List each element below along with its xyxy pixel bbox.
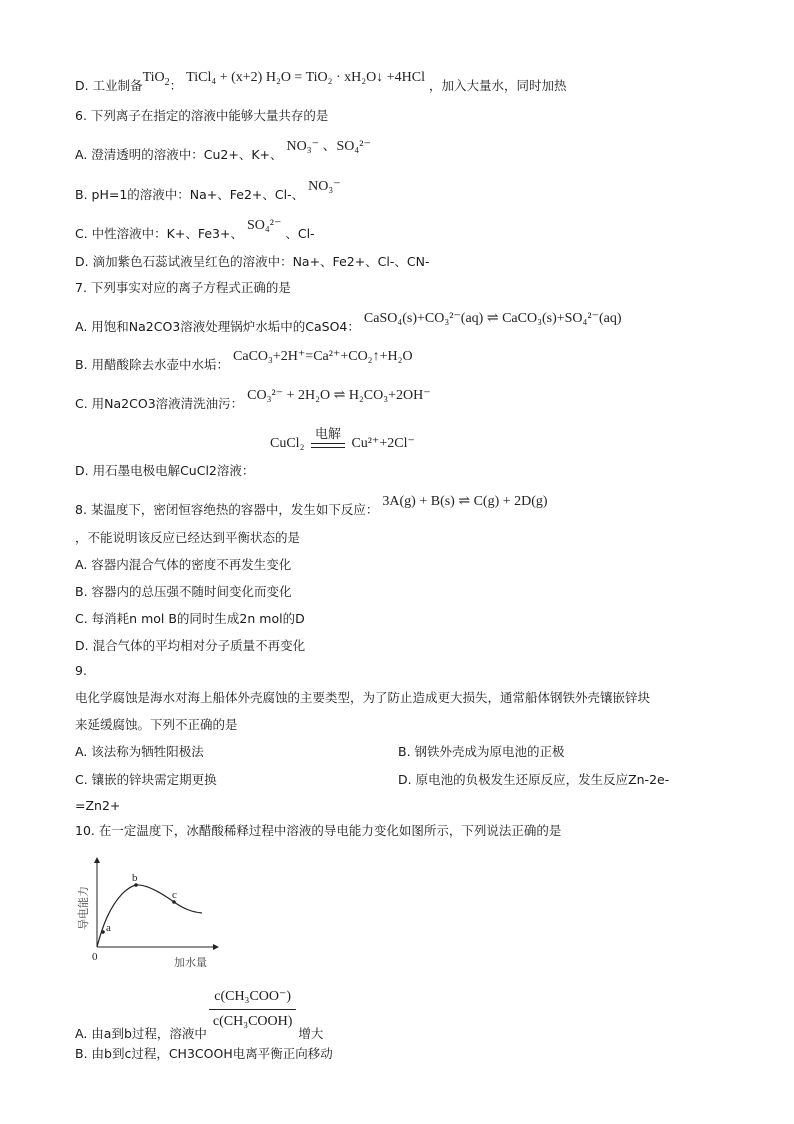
q7-d-eq-condition: 电解 — [314, 427, 341, 442]
q6-option-c — [75, 218, 315, 243]
q7-d-electrolysis-arrow — [311, 428, 345, 452]
x-axis-label: 加水量 — [174, 956, 207, 969]
point-a-label: a — [106, 922, 111, 934]
q10-a-denominator: c(CH₃COOH) — [212, 1014, 293, 1029]
q8-option-d: D. 混合气体的平均相对分子质量不再变化 — [75, 638, 306, 653]
q6-c-text: C. 中性溶液中：K+、Fe3+、 — [75, 226, 243, 241]
q8-stem-continued: ，不能说明该反应已经达到平衡状态的是 — [75, 530, 301, 545]
q7-stem: 7. 下列事实对应的离子方程式正确的是 — [75, 280, 291, 295]
q6-b-ions: NO₃⁻ — [308, 179, 341, 194]
q6-option-a — [75, 139, 375, 164]
q10-option-b: B. 由b到c过程，CH3COOH电离平衡正向移动 — [75, 1046, 333, 1061]
q10-stem: 10. 在一定温度下，冰醋酸稀释过程中溶液的导电能力变化如图所示，下列说法正确的是 — [75, 823, 562, 838]
q7-b-text: B. 用醋酸除去水壶中水垢： — [75, 357, 230, 372]
q8-stem-text: 8. 某温度下，密闭恒容绝热的容器中，发生如下反应： — [75, 502, 379, 517]
q7-c-equation: CO₃²⁻ + 2H₂O ⇌ H₂CO₃+2OH⁻ — [247, 388, 431, 403]
q7-option-b — [75, 349, 417, 374]
q5-d-prefix: D. 工业制备 — [75, 78, 143, 93]
point-b-label: b — [132, 872, 138, 884]
q8-stem — [75, 494, 552, 519]
q7-a-equation: CaSO₄(s)+CO₃²⁻(aq) ⇌ CaCO₃(s)+SO₄²⁻(aq) — [363, 311, 622, 326]
q9-stem-line2: 来延缓腐蚀。下列不正确的是 — [75, 717, 238, 732]
q6-c-tail: 、Cl- — [285, 226, 315, 241]
q7-d-eq-left: CuCl₂ — [270, 436, 305, 451]
point-a — [101, 930, 105, 934]
conductivity-chart — [70, 852, 230, 974]
q7-c-text: C. 用Na2CO3溶液清洗油污： — [75, 396, 244, 411]
q5-d-colon: ： — [169, 78, 183, 93]
q6-a-text: A. 澄清透明的溶液中：Cu2+、K+、 — [75, 147, 283, 162]
q9-number: 9. — [75, 663, 87, 678]
q5-d-equation: TiCl₄ + (x+2) H₂O = TiO₂ · xH₂O↓ +4HCl — [186, 70, 426, 85]
q9-option-d-continued: =Zn2+ — [75, 798, 121, 813]
q9-stem-line1: 电化学腐蚀是海水对海上船体外壳腐蚀的主要类型，为了防止造成更大损失，通常船体钢铁外壳镶嵌锌块 — [75, 690, 651, 705]
q9-option-d: D. 原电池的负极发生还原反应，发生反应Zn-2e- — [398, 772, 670, 787]
q5-d-tio2: TiO$_2$ — [142, 70, 170, 88]
q5-option-d — [75, 70, 567, 100]
q6-a-ions: NO₃⁻ 、SO₄²⁻ — [286, 139, 371, 154]
q7-option-d: D. 用石墨电极电解CuCl2溶液： — [75, 463, 255, 478]
q7-d-equation — [270, 428, 415, 452]
q9-option-b: B. 钢铁外壳成为原电池的正极 — [398, 744, 565, 759]
q10-a-tail: 增大 — [298, 1026, 324, 1041]
q6-option-b — [75, 179, 345, 204]
q9-option-a: A. 该法称为牺牲阳极法 — [75, 744, 204, 759]
q8-equation: 3A(g) + B(s) ⇌ C(g) + 2D(g) — [382, 494, 548, 509]
q7-d-eq-right: Cu²⁺+2Cl⁻ — [351, 436, 415, 451]
q5-d-suffix: ，加入大量水，同时加热 — [429, 78, 567, 93]
q7-a-text: A. 用饱和Na2CO3溶液处理锅炉水垢中的CaSO4： — [75, 319, 360, 334]
q9-option-c: C. 镶嵌的锌块需定期更换 — [75, 772, 217, 787]
q10-option-a — [75, 987, 324, 1041]
q7-option-c — [75, 388, 435, 413]
q7-option-a — [75, 311, 626, 336]
q7-b-equation: CaCO₃+2H⁺=Ca²⁺+CO₂↑+H₂O — [233, 349, 413, 364]
q8-option-b: B. 容器内的总压强不随时间变化而变化 — [75, 584, 292, 599]
q10-a-numerator: c(CH₃COO⁻) — [209, 987, 297, 1010]
point-c-label: c — [172, 889, 177, 901]
conductivity-curve — [97, 885, 202, 947]
q8-option-c: C. 每消耗n mol B的同时生成2n mol的D — [75, 611, 305, 626]
y-axis-label: 导电能力 — [77, 886, 90, 930]
q8-option-a: A. 容器内混合气体的密度不再发生变化 — [75, 557, 292, 572]
origin-label: 0 — [92, 951, 98, 963]
q6-b-text: B. pH=1的溶液中：Na+、Fe2+、Cl-、 — [75, 187, 305, 202]
q6-stem: 6. 下列离子在指定的溶液中能够大量共存的是 — [75, 108, 329, 123]
q10-a-fraction — [209, 987, 297, 1032]
q10-a-text: A. 由a到b过程，溶液中 — [75, 1026, 207, 1041]
q6-option-d: D. 滴加紫色石蕊试液呈红色的溶液中：Na+、Fe2+、Cl-、CN- — [75, 254, 430, 269]
q6-c-ions: SO₄²⁻ — [246, 218, 282, 233]
